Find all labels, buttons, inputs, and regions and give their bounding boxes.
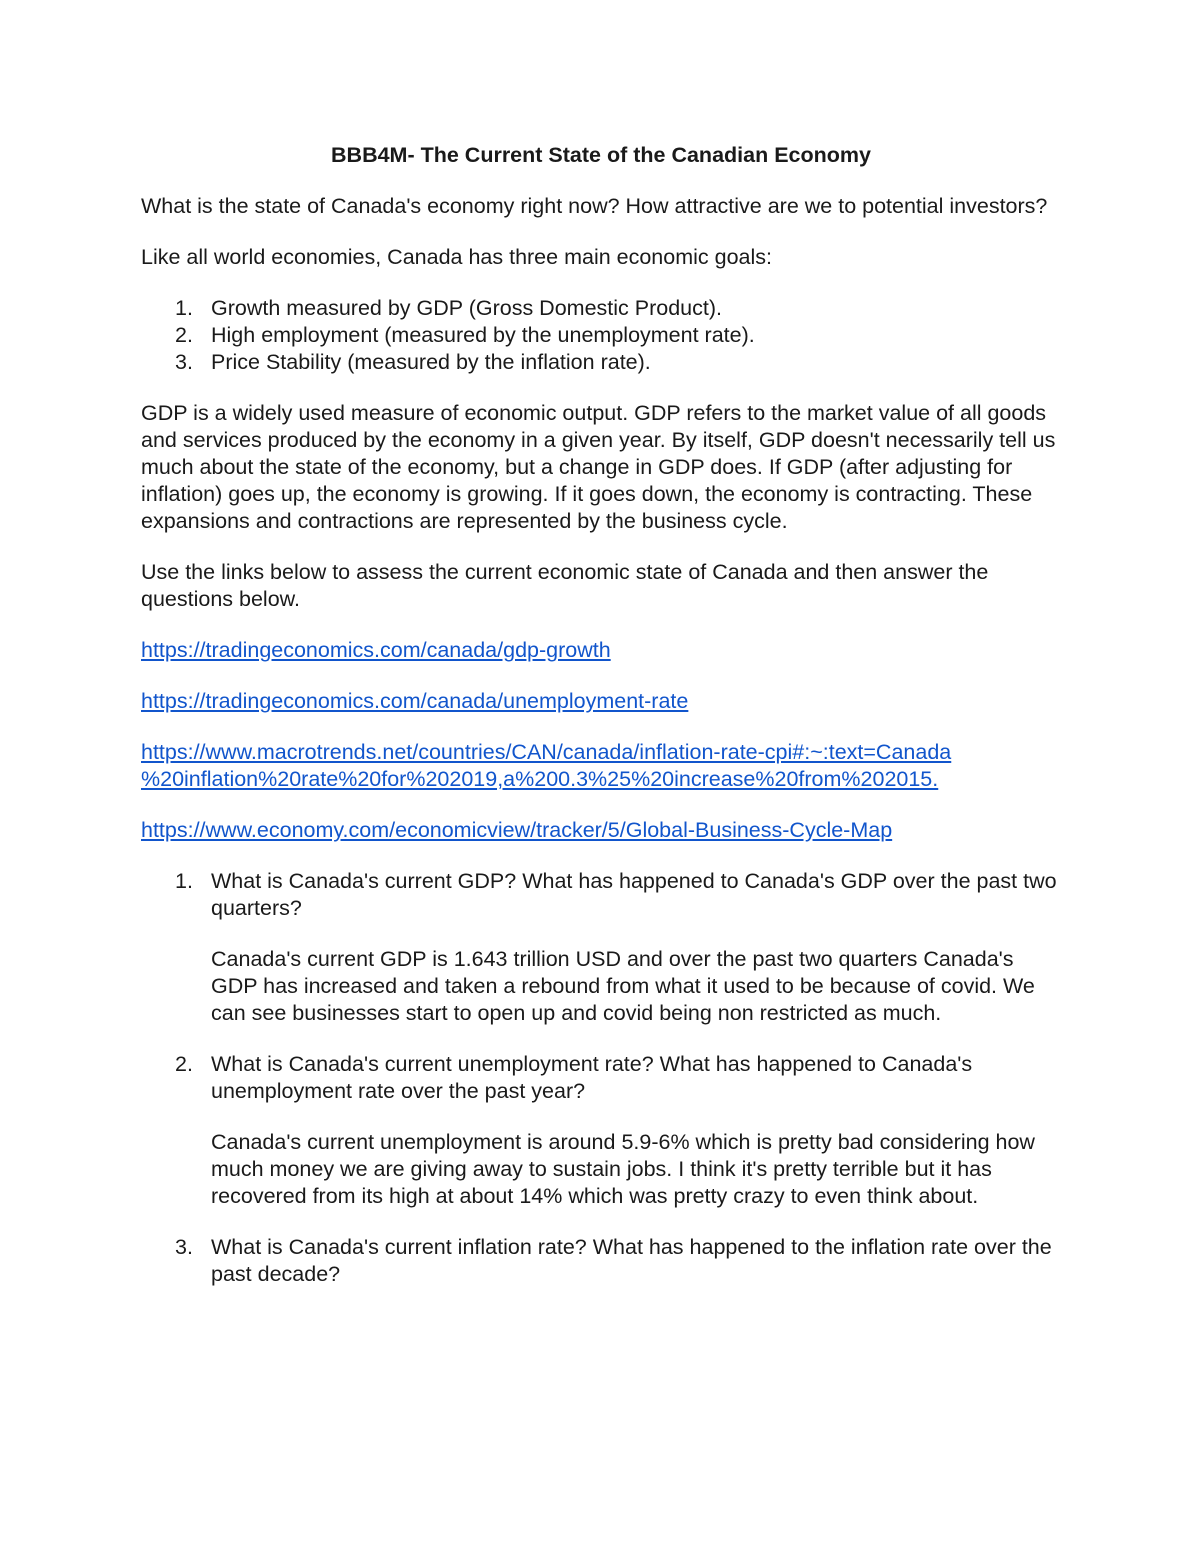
link-business-cycle-map[interactable]: https://www.economy.com/economicview/tracker/5/Global-Business-Cycle-Map [141, 818, 893, 842]
question-text: What is Canada's current inflation rate? What has happened to the inflation rate over the past decade? [211, 1235, 1052, 1286]
link-inflation-block [141, 739, 1061, 793]
question-number: 2. [175, 1052, 193, 1076]
link-gdp-growth[interactable]: https://tradingeconomics.com/canada/gdp-growth [141, 638, 611, 662]
goal-number: 1. [175, 296, 193, 320]
question-item [141, 868, 1061, 1027]
goal-item [141, 322, 1061, 349]
question-text: What is Canada's current unemployment rate? What has happened to Canada's unemployment rate over the past year? [211, 1052, 973, 1103]
document-page [141, 142, 1061, 1312]
answer-text: Canada's current GDP is 1.643 trillion USD and over the past two quarters Canada's GDP has increased and taken a rebound from what it used to be because of covid. We can see businesses start to open up and covid being non restricted as much. [211, 947, 1035, 1025]
gdp-paragraph: GDP is a widely used measure of economic output. GDP refers to the market value of all goods and services produced by the economy in a given year. By itself, GDP doesn't necessarily tell us much about the state of the economy, but a change in GDP does. If GDP (after adjusting for inflation) goes up, the economy is growing. If it goes down, the economy is contracting. These expansions and contractions are represented by the business cycle. [141, 401, 1056, 533]
document-title: BBB4M- The Current State of the Canadian Economy [331, 143, 871, 167]
goal-text: High employment (measured by the unemployment rate). [211, 323, 755, 347]
links-intro: Use the links below to assess the current economic state of Canada and then answer the questions below. [141, 560, 989, 611]
question-item [141, 1051, 1061, 1210]
intro-paragraph: What is the state of Canada's economy right now? How attractive are we to potential investors? [141, 194, 1048, 218]
goal-number: 3. [175, 350, 193, 374]
goal-text: Price Stability (measured by the inflation rate). [211, 350, 651, 374]
answer-text: Canada's current unemployment is around 5.9-6% which is pretty bad considering how much money we are giving away to sustain jobs. I think it's pretty terrible but it has recovered from its high at about 14% which was pretty crazy to even think about. [211, 1130, 1035, 1208]
question-number: 3. [175, 1235, 193, 1259]
goal-item [141, 349, 1061, 376]
link-inflation-rate-line1[interactable]: https://www.macrotrends.net/countries/CAN/canada/inflation-rate-cpi#:~:text=Canada [141, 740, 952, 764]
link-gdp-growth-block [141, 637, 1061, 664]
question-item [141, 1234, 1061, 1288]
question-text: What is Canada's current GDP? What has happened to Canada's GDP over the past two quarters? [211, 869, 1057, 920]
question-number: 1. [175, 869, 193, 893]
link-business-cycle-block [141, 817, 1061, 844]
goals-intro: Like all world economies, Canada has three main economic goals: [141, 245, 773, 269]
link-unemployment-block [141, 688, 1061, 715]
goal-number: 2. [175, 323, 193, 347]
goal-item [141, 295, 1061, 322]
goal-text: Growth measured by GDP (Gross Domestic Product). [211, 296, 722, 320]
link-unemployment-rate[interactable]: https://tradingeconomics.com/canada/unemployment-rate [141, 689, 689, 713]
goals-list [141, 295, 1061, 376]
link-inflation-rate-line2[interactable]: %20inflation%20rate%20for%202019,a%200.3%25%20increase%20from%202015. [141, 767, 939, 791]
